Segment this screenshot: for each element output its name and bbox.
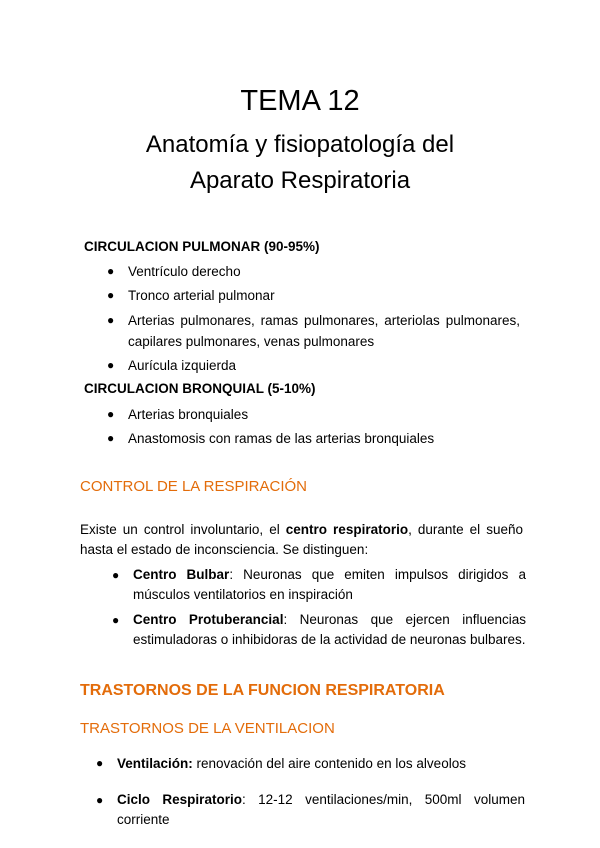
- list-item: ● Aurícula izquierda: [107, 358, 237, 373]
- control-heading: CONTROL DE LA RESPIRACIÓN: [80, 478, 307, 495]
- pulmonar-heading: CIRCULACION PULMONAR (90-95%): [84, 239, 320, 254]
- bullet-icon: ●: [107, 431, 115, 445]
- bullet-icon: ●: [107, 288, 115, 302]
- trastornos-subheading: TRASTORNOS DE LA VENTILACION: [80, 720, 335, 737]
- list-item: ● Ventrículo derecho: [107, 264, 241, 279]
- bronquial-list: [107, 405, 520, 451]
- pulmonar-list: [107, 262, 520, 376]
- bullet-icon: ●: [107, 407, 115, 421]
- bullet-icon: ●: [112, 613, 120, 627]
- bullet-icon: ●: [96, 756, 104, 770]
- list-item: ● Tronco arterial pulmonar: [107, 288, 275, 303]
- list-item: ● Anastomosis con ramas de las arterias bronquiales: [107, 431, 435, 446]
- list-item: ● Ciclo Respiratorio: 12-12 ventilaciones/min, 500ml volumen corriente: [96, 792, 525, 827]
- page-subtitle-line2: Aparato Respiratoria: [189, 167, 411, 194]
- page-title: TEMA 12: [240, 85, 360, 117]
- bullet-icon: ●: [107, 264, 115, 278]
- page-subtitle-line1: Anatomía y fisiopatología del: [145, 131, 455, 158]
- list-item: ● Centro Protuberancial: Neuronas que ejercen influencias estimuladoras o inhibidoras de la actividad de neuronas bulbares.: [112, 612, 526, 647]
- bullet-icon: ●: [107, 358, 115, 372]
- bullet-icon: ●: [112, 568, 120, 582]
- list-item: ● Ventilación: renovación del aire contenido en los alveolos: [96, 756, 466, 771]
- bullet-icon: ●: [107, 313, 115, 327]
- list-item: ● Arterias pulmonares, ramas pulmonares, arteriolas pulmonares, capilares pulmonares, venas pulmonares: [128, 310, 520, 356]
- control-intro: Existe un control involuntario, el centro respiratorio, durante el sueño hasta el estado de inconsciencia. Se distinguen:: [80, 522, 523, 557]
- bronquial-heading: CIRCULACION BRONQUIAL (5-10%): [84, 381, 316, 396]
- list-item: ● Arterias bronquiales: [107, 407, 249, 422]
- control-list: [112, 565, 526, 670]
- trastornos-list: [96, 754, 525, 830]
- list-item: ● Centro Bulbar: Neuronas que emiten impulsos dirigidos a músculos ventilatorios en inspiración: [112, 567, 526, 602]
- bullet-icon: ●: [96, 793, 104, 807]
- trastornos-heading: TRASTORNOS DE LA FUNCION RESPIRATORIA: [80, 682, 445, 699]
